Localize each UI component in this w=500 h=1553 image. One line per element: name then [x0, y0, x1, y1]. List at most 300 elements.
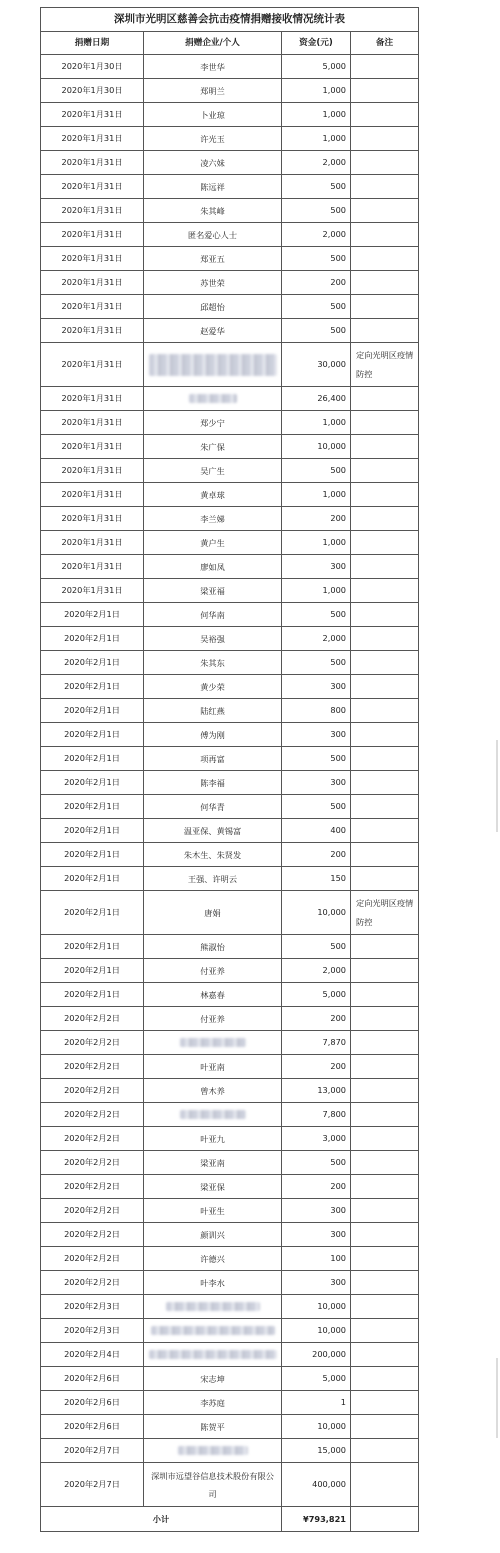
table-row	[41, 1295, 419, 1319]
donor-name: 许光玉	[200, 133, 225, 144]
cell-donor	[144, 1031, 282, 1055]
cell-donor	[144, 103, 282, 127]
donor-name: 梁亚保	[200, 1181, 225, 1192]
cell-note	[351, 127, 419, 151]
table-row	[41, 531, 419, 555]
cell-donor	[144, 1079, 282, 1103]
cell-date: 2020年1月30日	[41, 55, 144, 79]
cell-note	[351, 651, 419, 675]
cell-date: 2020年1月31日	[41, 459, 144, 483]
donor-name: 熊淑怡	[200, 941, 225, 952]
donor-name: 郑少宁	[200, 417, 225, 428]
table-row	[41, 675, 419, 699]
cell-amount: 300	[282, 723, 351, 747]
donor-name: 宋志坤	[200, 1373, 225, 1384]
cell-note	[351, 771, 419, 795]
cell-date: 2020年1月31日	[41, 247, 144, 271]
redacted-name-blur	[178, 1446, 248, 1455]
cell-date: 2020年2月2日	[41, 1055, 144, 1079]
cell-note	[351, 1343, 419, 1367]
cell-donor	[144, 555, 282, 579]
cell-note	[351, 151, 419, 175]
table-row	[41, 127, 419, 151]
cell-note	[351, 1391, 419, 1415]
table-row	[41, 795, 419, 819]
scroll-edge-mark	[496, 740, 498, 832]
table-row	[41, 1151, 419, 1175]
cell-donor	[144, 55, 282, 79]
cell-amount: 400,000	[282, 1463, 351, 1507]
cell-amount: 300	[282, 1199, 351, 1223]
donor-name: 深圳市远望谷信息技术股份有限公司	[151, 1470, 274, 1499]
cell-date: 2020年2月1日	[41, 891, 144, 935]
cell-amount: 2,000	[282, 223, 351, 247]
cell-amount: 500	[282, 459, 351, 483]
cropped-text-fragment	[30, 0, 70, 4]
cell-note	[351, 223, 419, 247]
donor-name: 陈远祥	[200, 181, 225, 192]
cell-amount: 1,000	[282, 127, 351, 151]
cell-date: 2020年1月31日	[41, 343, 144, 387]
cell-date: 2020年2月3日	[41, 1295, 144, 1319]
table-row	[41, 459, 419, 483]
donor-name: 凌六妹	[200, 157, 225, 168]
cell-note	[351, 819, 419, 843]
cell-amount: 1,000	[282, 483, 351, 507]
redacted-name-blur	[189, 394, 237, 403]
cell-note	[351, 1055, 419, 1079]
cell-date: 2020年2月2日	[41, 1247, 144, 1271]
cell-donor	[144, 295, 282, 319]
cell-donor	[144, 343, 282, 387]
cell-date: 2020年1月31日	[41, 579, 144, 603]
table-row	[41, 1175, 419, 1199]
cell-date: 2020年2月3日	[41, 1319, 144, 1343]
donor-name: 李苏庭	[200, 1397, 225, 1408]
cell-amount: 200	[282, 1007, 351, 1031]
scroll-edge-mark	[496, 1358, 498, 1438]
cell-amount: 13,000	[282, 1079, 351, 1103]
cell-note	[351, 295, 419, 319]
table-row	[41, 247, 419, 271]
cell-amount: 1,000	[282, 79, 351, 103]
donor-name: 朱广保	[200, 441, 225, 452]
cell-date: 2020年2月1日	[41, 651, 144, 675]
cell-note	[351, 699, 419, 723]
table-row	[41, 55, 419, 79]
donor-name: 李世华	[200, 61, 225, 72]
cell-donor	[144, 651, 282, 675]
cell-date: 2020年2月7日	[41, 1463, 144, 1507]
cell-date: 2020年2月1日	[41, 747, 144, 771]
cell-donor	[144, 247, 282, 271]
cell-amount: 200	[282, 507, 351, 531]
table-row	[41, 651, 419, 675]
cell-donor	[144, 771, 282, 795]
cell-amount: 5,000	[282, 55, 351, 79]
cell-donor	[144, 843, 282, 867]
cell-donor	[144, 1319, 282, 1343]
cell-date: 2020年2月2日	[41, 1199, 144, 1223]
table-row	[41, 1391, 419, 1415]
table-row	[41, 343, 419, 387]
cell-note	[351, 435, 419, 459]
table-row	[41, 627, 419, 651]
cell-date: 2020年2月1日	[41, 723, 144, 747]
cell-donor	[144, 199, 282, 223]
cell-donor	[144, 1439, 282, 1463]
table-row	[41, 891, 419, 935]
table-title: 深圳市光明区慈善会抗击疫情捐赠接收情况统计表	[41, 8, 419, 32]
cell-donor	[144, 723, 282, 747]
cell-note	[351, 1127, 419, 1151]
cell-note	[351, 103, 419, 127]
donor-name: 曾木养	[200, 1085, 225, 1096]
cell-amount: 500	[282, 175, 351, 199]
cell-donor	[144, 1055, 282, 1079]
header-note: 备注	[351, 32, 419, 55]
cell-date: 2020年1月31日	[41, 295, 144, 319]
redacted-name-blur	[151, 1326, 275, 1335]
cell-note	[351, 507, 419, 531]
donor-name: 王强、许明云	[187, 873, 238, 884]
cell-date: 2020年2月1日	[41, 959, 144, 983]
cell-date: 2020年2月1日	[41, 867, 144, 891]
cell-date: 2020年1月31日	[41, 103, 144, 127]
cell-note	[351, 555, 419, 579]
cell-donor	[144, 127, 282, 151]
donor-name: 叶亚生	[200, 1205, 225, 1216]
donor-name: 朱其峰	[200, 205, 225, 216]
cell-note	[351, 935, 419, 959]
cell-amount: 1,000	[282, 411, 351, 435]
cell-note	[351, 1175, 419, 1199]
cell-donor	[144, 507, 282, 531]
table-row	[41, 579, 419, 603]
cell-date: 2020年2月1日	[41, 627, 144, 651]
cell-date: 2020年2月1日	[41, 819, 144, 843]
cell-amount: 1,000	[282, 531, 351, 555]
cell-donor	[144, 819, 282, 843]
cell-date: 2020年2月1日	[41, 603, 144, 627]
table-row	[41, 1343, 419, 1367]
cell-note	[351, 1439, 419, 1463]
cell-note	[351, 199, 419, 223]
redacted-name-blur	[180, 1110, 246, 1119]
table-row	[41, 199, 419, 223]
cell-note	[351, 843, 419, 867]
donor-name: 唐娟	[204, 907, 221, 918]
cell-donor	[144, 935, 282, 959]
table-row	[41, 1199, 419, 1223]
table-title-row	[41, 8, 419, 32]
donor-name: 付亚养	[200, 1013, 225, 1024]
cell-note	[351, 531, 419, 555]
cell-amount: 5,000	[282, 1367, 351, 1391]
cell-date: 2020年2月7日	[41, 1439, 144, 1463]
donor-name: 吴裕强	[200, 633, 225, 644]
cell-amount: 15,000	[282, 1439, 351, 1463]
cell-amount: 200	[282, 1055, 351, 1079]
cell-donor	[144, 1247, 282, 1271]
cell-date: 2020年2月6日	[41, 1367, 144, 1391]
table-row	[41, 747, 419, 771]
table-row	[41, 1415, 419, 1439]
cell-amount: 500	[282, 603, 351, 627]
cell-amount: 1,000	[282, 579, 351, 603]
total-row	[41, 1507, 419, 1532]
cell-date: 2020年1月31日	[41, 435, 144, 459]
cell-donor	[144, 319, 282, 343]
cell-note	[351, 795, 419, 819]
table-row	[41, 483, 419, 507]
cell-date: 2020年1月31日	[41, 175, 144, 199]
cell-date: 2020年1月31日	[41, 411, 144, 435]
table-row	[41, 603, 419, 627]
cell-donor	[144, 1175, 282, 1199]
cell-note	[351, 1007, 419, 1031]
redacted-name-blur	[166, 1302, 260, 1311]
header-donor: 捐赠企业/个人	[144, 32, 282, 55]
total-label: 小计	[41, 1507, 282, 1532]
table-row	[41, 79, 419, 103]
table-row	[41, 1055, 419, 1079]
donor-name: 郑明兰	[200, 85, 225, 96]
table-row	[41, 151, 419, 175]
donor-name: 赵爱华	[200, 325, 225, 336]
redacted-name-blur	[180, 1038, 246, 1047]
table-row	[41, 223, 419, 247]
table-row	[41, 175, 419, 199]
cell-donor	[144, 1295, 282, 1319]
redacted-name-blur	[149, 1350, 277, 1359]
total-amount: ¥793,821	[282, 1507, 351, 1532]
cell-amount: 26,400	[282, 387, 351, 411]
cell-amount: 30,000	[282, 343, 351, 387]
cell-donor	[144, 411, 282, 435]
cell-amount: 200	[282, 1175, 351, 1199]
table-row	[41, 295, 419, 319]
cell-date: 2020年1月31日	[41, 199, 144, 223]
cell-amount: 300	[282, 1271, 351, 1295]
donor-name: 匿名爱心人士	[187, 229, 238, 240]
donor-name: 林嘉春	[200, 989, 225, 1000]
table-row	[41, 819, 419, 843]
cell-amount: 10,000	[282, 435, 351, 459]
cell-donor	[144, 867, 282, 891]
cell-date: 2020年1月31日	[41, 319, 144, 343]
table-row	[41, 1319, 419, 1343]
donor-name: 李兰娣	[200, 513, 225, 524]
cell-date: 2020年2月2日	[41, 1127, 144, 1151]
cell-donor	[144, 223, 282, 247]
cell-note	[351, 1271, 419, 1295]
donor-name: 颜训兴	[200, 1229, 225, 1240]
cell-amount: 10,000	[282, 1415, 351, 1439]
cell-date: 2020年2月1日	[41, 795, 144, 819]
cell-note	[351, 1367, 419, 1391]
cell-amount: 400	[282, 819, 351, 843]
cell-donor	[144, 1199, 282, 1223]
cell-amount: 150	[282, 867, 351, 891]
cell-amount: 10,000	[282, 1319, 351, 1343]
cell-date: 2020年1月31日	[41, 127, 144, 151]
donor-name: 朱其东	[200, 657, 225, 668]
cell-amount: 300	[282, 555, 351, 579]
cell-donor	[144, 459, 282, 483]
table-row	[41, 387, 419, 411]
cell-note	[351, 483, 419, 507]
cell-donor	[144, 627, 282, 651]
cell-amount: 2,000	[282, 151, 351, 175]
table-row	[41, 507, 419, 531]
cell-note	[351, 603, 419, 627]
donor-name: 卜业琼	[200, 109, 225, 120]
cell-amount: 500	[282, 747, 351, 771]
cell-donor	[144, 1127, 282, 1151]
cell-note	[351, 983, 419, 1007]
cell-donor	[144, 1007, 282, 1031]
cell-donor	[144, 1367, 282, 1391]
table-row	[41, 1271, 419, 1295]
table-row	[41, 555, 419, 579]
donor-name: 黄卓球	[200, 489, 225, 500]
table-row	[41, 1439, 419, 1463]
cell-donor	[144, 1463, 282, 1507]
cell-note	[351, 1079, 419, 1103]
table-row	[41, 1127, 419, 1151]
cell-note	[351, 723, 419, 747]
cell-donor	[144, 795, 282, 819]
cell-donor	[144, 1223, 282, 1247]
cell-date: 2020年2月6日	[41, 1415, 144, 1439]
table-row	[41, 867, 419, 891]
donor-name: 陈李福	[200, 777, 225, 788]
cell-amount: 500	[282, 795, 351, 819]
cell-amount: 500	[282, 1151, 351, 1175]
cell-donor	[144, 699, 282, 723]
table-row	[41, 699, 419, 723]
cell-amount: 1,000	[282, 103, 351, 127]
cell-donor	[144, 1343, 282, 1367]
donor-name: 陈贺平	[200, 1421, 225, 1432]
cell-amount: 100	[282, 1247, 351, 1271]
donor-name: 傅为刚	[200, 729, 225, 740]
cell-note	[351, 1463, 419, 1507]
cell-note	[351, 1031, 419, 1055]
cell-date: 2020年1月31日	[41, 555, 144, 579]
cell-donor	[144, 151, 282, 175]
cell-date: 2020年1月31日	[41, 271, 144, 295]
cell-note	[351, 675, 419, 699]
table-row	[41, 959, 419, 983]
cell-note	[351, 247, 419, 271]
cell-amount: 200,000	[282, 1343, 351, 1367]
cell-note	[351, 1295, 419, 1319]
cell-amount: 10,000	[282, 891, 351, 935]
cell-date: 2020年2月4日	[41, 1343, 144, 1367]
donor-name: 许德兴	[200, 1253, 225, 1264]
table-row	[41, 319, 419, 343]
table-row	[41, 1223, 419, 1247]
table-row	[41, 983, 419, 1007]
cell-amount: 7,800	[282, 1103, 351, 1127]
cell-amount: 200	[282, 843, 351, 867]
cell-note	[351, 459, 419, 483]
cell-date: 2020年2月1日	[41, 983, 144, 1007]
cell-date: 2020年2月1日	[41, 935, 144, 959]
cell-date: 2020年2月2日	[41, 1175, 144, 1199]
donor-name: 廖如凤	[200, 561, 225, 572]
total-note	[351, 1507, 419, 1532]
cell-note	[351, 579, 419, 603]
cell-date: 2020年1月31日	[41, 531, 144, 555]
cell-date: 2020年1月31日	[41, 387, 144, 411]
cell-amount: 800	[282, 699, 351, 723]
donor-name: 吴广生	[200, 465, 225, 476]
cell-donor	[144, 1151, 282, 1175]
cell-donor	[144, 675, 282, 699]
cell-amount: 500	[282, 295, 351, 319]
cell-date: 2020年2月2日	[41, 1007, 144, 1031]
header-date: 捐赠日期	[41, 32, 144, 55]
cell-amount: 500	[282, 935, 351, 959]
cell-donor	[144, 435, 282, 459]
cell-date: 2020年2月1日	[41, 771, 144, 795]
cell-donor	[144, 387, 282, 411]
cell-note	[351, 959, 419, 983]
cell-amount: 7,870	[282, 1031, 351, 1055]
cell-amount: 500	[282, 651, 351, 675]
cell-note	[351, 1151, 419, 1175]
donor-name: 苏世荣	[200, 277, 225, 288]
cell-note	[351, 867, 419, 891]
cell-amount: 5,000	[282, 983, 351, 1007]
cell-date: 2020年1月31日	[41, 223, 144, 247]
cell-donor	[144, 79, 282, 103]
cell-amount: 200	[282, 271, 351, 295]
donor-name: 黄户生	[200, 537, 225, 548]
cell-donor	[144, 579, 282, 603]
cell-donor	[144, 271, 282, 295]
table-row	[41, 1247, 419, 1271]
table-header-row	[41, 32, 419, 55]
donor-name: 梁亚南	[200, 1157, 225, 1168]
cell-note	[351, 1199, 419, 1223]
cell-donor	[144, 1391, 282, 1415]
donor-name: 叶亚九	[200, 1133, 225, 1144]
table-row	[41, 1007, 419, 1031]
donor-name: 项再富	[200, 753, 225, 764]
table-row	[41, 723, 419, 747]
table-row	[41, 771, 419, 795]
cell-note	[351, 79, 419, 103]
cell-donor	[144, 983, 282, 1007]
cell-note	[351, 1223, 419, 1247]
cell-amount: 2,000	[282, 959, 351, 983]
cell-note	[351, 1247, 419, 1271]
table-body	[41, 55, 419, 1507]
cell-date: 2020年2月2日	[41, 1271, 144, 1295]
cell-date: 2020年1月31日	[41, 507, 144, 531]
donor-name: 邱超怡	[200, 301, 225, 312]
donor-name: 郑亚五	[200, 253, 225, 264]
cell-amount: 300	[282, 1223, 351, 1247]
table-row	[41, 843, 419, 867]
cell-date: 2020年2月2日	[41, 1031, 144, 1055]
donor-name: 叶亚南	[200, 1061, 225, 1072]
cell-note	[351, 1415, 419, 1439]
